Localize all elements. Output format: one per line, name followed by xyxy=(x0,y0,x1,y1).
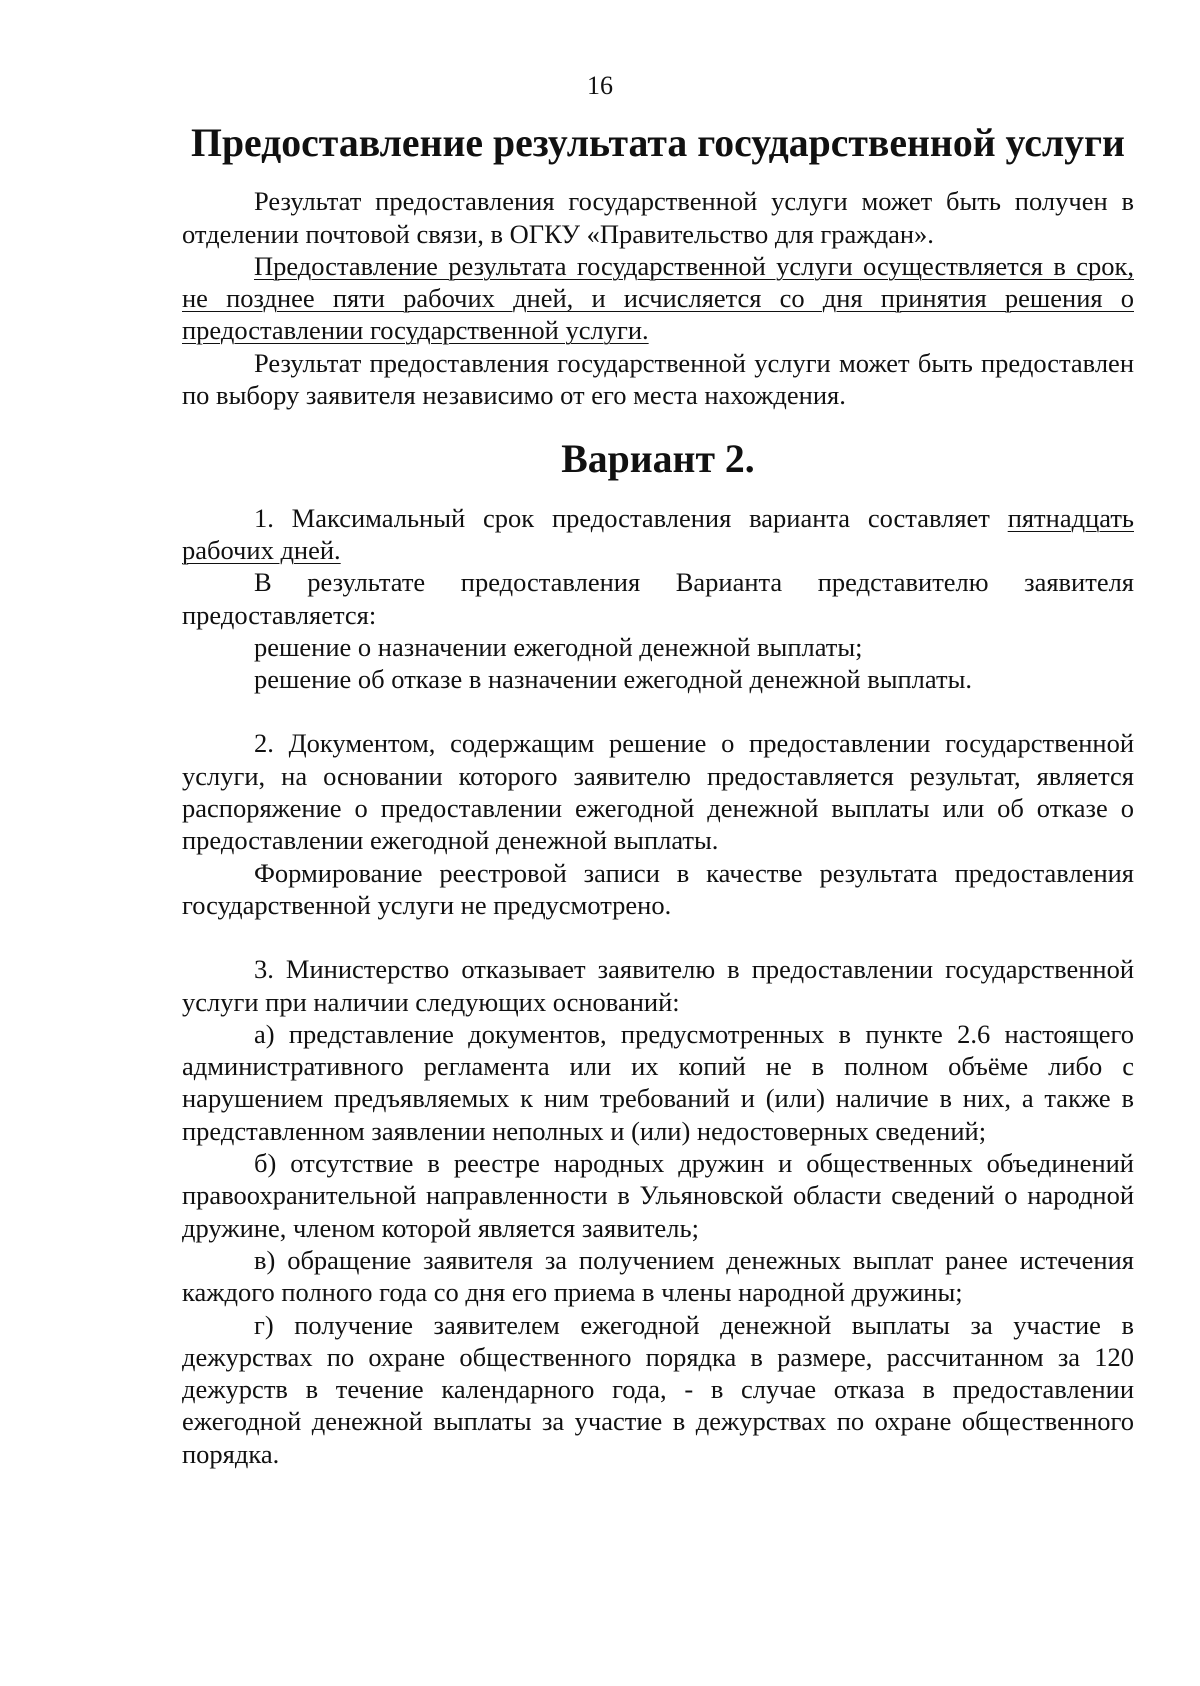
variant-item-1 xyxy=(182,502,1134,567)
variant-item-3-b: б) отсутствие в реестре народных дружин и общественных объединений правоохранительной направленности в Ульяновской области сведений о народной дружине, членом которой является заявитель; xyxy=(182,1148,1134,1243)
variant-item-2: 2. Документом, содержащим решение о предоставлении государственной услуги, на основании которого заявителю предоставляется результат, является распоряжение о предоставлении ежегодной денежной выплаты или об отказе о предоставлении ежегодной денежной выплаты. xyxy=(182,728,1134,856)
variant-item-1-result: В результате предоставления Варианта представителю заявителя предоставляется: xyxy=(182,567,1134,630)
variant-item-3: 3. Министерство отказывает заявителю в предоставлении государственной услуги при наличии следующих оснований: xyxy=(182,954,1134,1017)
variant-item-2-note: Формирование реестровой записи в качестве результата предоставления государственной услуги не предусмотрено. xyxy=(182,857,1134,920)
section-paragraph-1: Результат предоставления государственной услуги может быть получен в отделении почтовой связи, в ОГКУ «Правительство для граждан». xyxy=(182,186,1134,249)
variant-heading: Вариант 2. xyxy=(561,437,755,482)
spacer xyxy=(182,921,1134,953)
variant-item-3-g: г) получение заявителем ежегодной денежной выплаты за участие в дежурствах по охране общественного порядка в размере, рассчитанном за 120 дежурств в течение календарного года, - в случае отказа в предоставлении ежегодной денежной выплаты за участие в дежурствах по охране общественного порядка. xyxy=(182,1309,1134,1469)
section-paragraph-3: Результат предоставления государственной услуги может быть предоставлен по выбору заявителя независимо от его места нахождения. xyxy=(182,347,1134,411)
document-body xyxy=(182,121,1134,1470)
variant-item-1-underlined: пятнадцать рабочих дней. xyxy=(182,502,1134,565)
variant-item-1-list-1: решение о назначении ежегодной денежной выплаты; xyxy=(254,631,863,662)
variant-item-1-text: 1. Максимальный срок предоставления варианта составляет xyxy=(254,502,1008,533)
variant-item-3-a: а) представление документов, предусмотренных в пункте 2.6 настоящего административного регламента или их копий не в полном объёме либо с нарушением предъявляемых к ним требований и (или) наличие в них, а также в представленном заявлении неполных и (или) недостоверных сведений; xyxy=(182,1018,1134,1146)
section-heading: Предоставление результата государственной услуги xyxy=(191,121,1125,165)
page-number: 16 xyxy=(587,71,613,100)
variant-item-3-v: в) обращение заявителя за получением денежных выплат ранее истечения каждого полного года со дня его приема в члены народной дружины; xyxy=(182,1244,1134,1308)
variant-item-1-list-2: решение об отказе в назначении ежегодной денежной выплаты. xyxy=(254,664,972,695)
section-paragraph-2-underlined: Предоставление результата государственной услуги осуществляется в срок, не позднее пяти рабочих дней, и исчисляется со дня принятия решения о предоставлении государственной услуги. xyxy=(182,250,1134,346)
spacer xyxy=(182,695,1134,727)
